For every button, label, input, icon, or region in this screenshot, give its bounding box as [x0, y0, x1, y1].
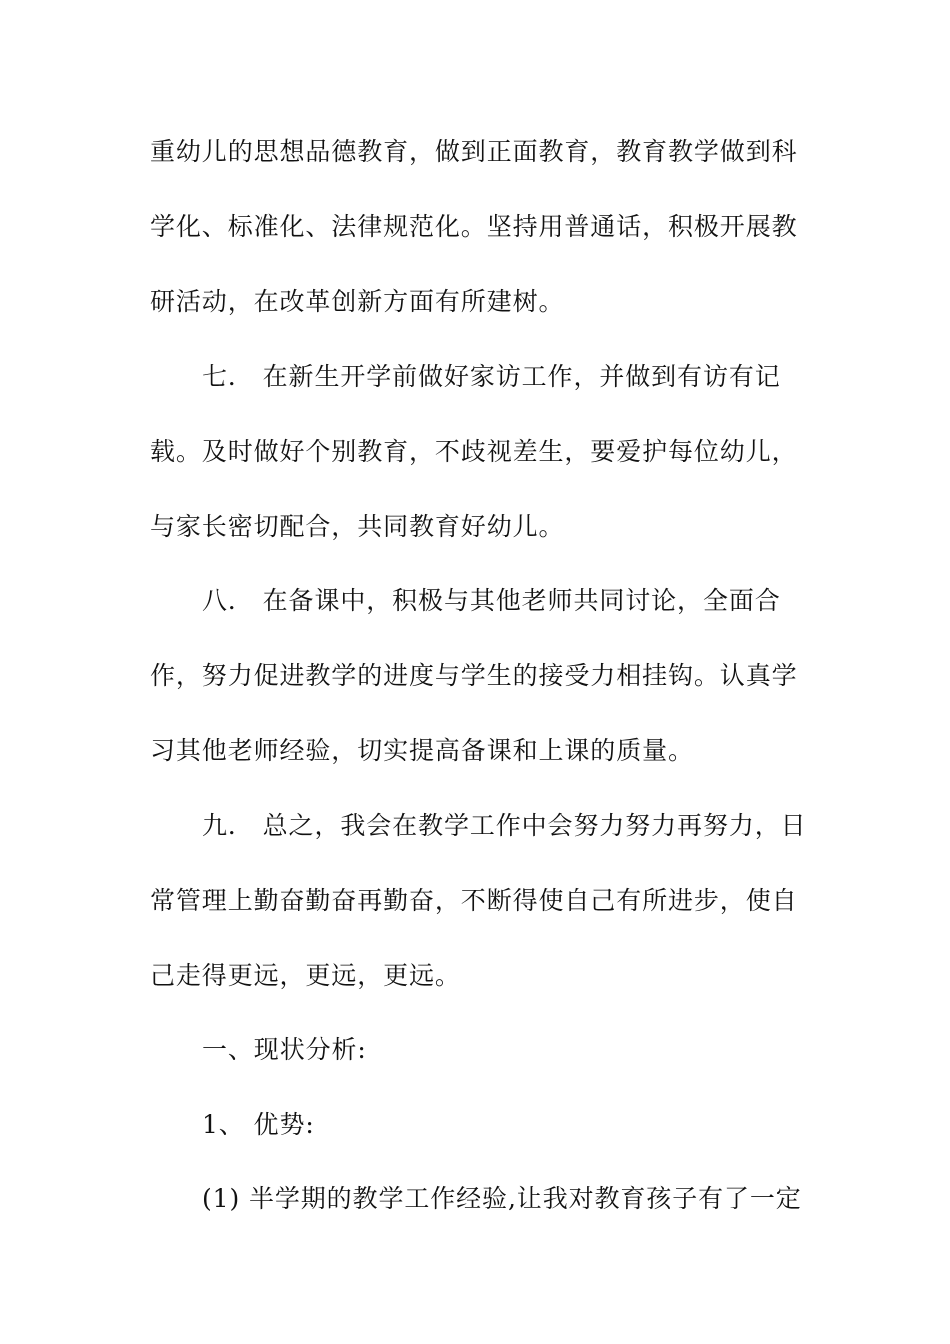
text-line: 学化、标准化、法律规范化。坚持用普通话，积极开展教: [150, 212, 798, 241]
text-line: 己走得更远，更远，更远。: [150, 961, 461, 990]
subsection-heading: 1、 优势:: [202, 1110, 315, 1139]
text-line: 与家长密切配合，共同教育好幼儿。: [150, 512, 565, 541]
text-line: 七． 在新生开学前做好家访工作，并做到有访有记: [202, 362, 781, 391]
text-line: 重幼儿的思想品德教育，做到正面教育，教育教学做到科: [150, 137, 798, 166]
text-line: 八． 在备课中，积极与其他老师共同讨论，全面合: [202, 586, 781, 615]
text-line: 作，努力促进教学的进度与学生的接受力相挂钩。认真学: [150, 661, 798, 690]
text-line: 载。及时做好个别教育，不歧视差生，要爱护每位幼儿，: [150, 437, 798, 466]
text-line: 习其他老师经验，切实提高备课和上课的质量。: [150, 736, 694, 765]
text-line: (1) 半学期的教学工作经验,让我对教育孩子有了一定: [202, 1184, 802, 1213]
text-line: 常管理上勤奋勤奋再勤奋，不断得使自己有所进步，使自: [150, 886, 798, 915]
text-line: 九． 总之，我会在教学工作中会努力努力再努力，日: [202, 811, 807, 840]
section-heading: 一、现状分析:: [202, 1035, 367, 1064]
text-line: 研活动，在改革创新方面有所建树。: [150, 287, 565, 316]
